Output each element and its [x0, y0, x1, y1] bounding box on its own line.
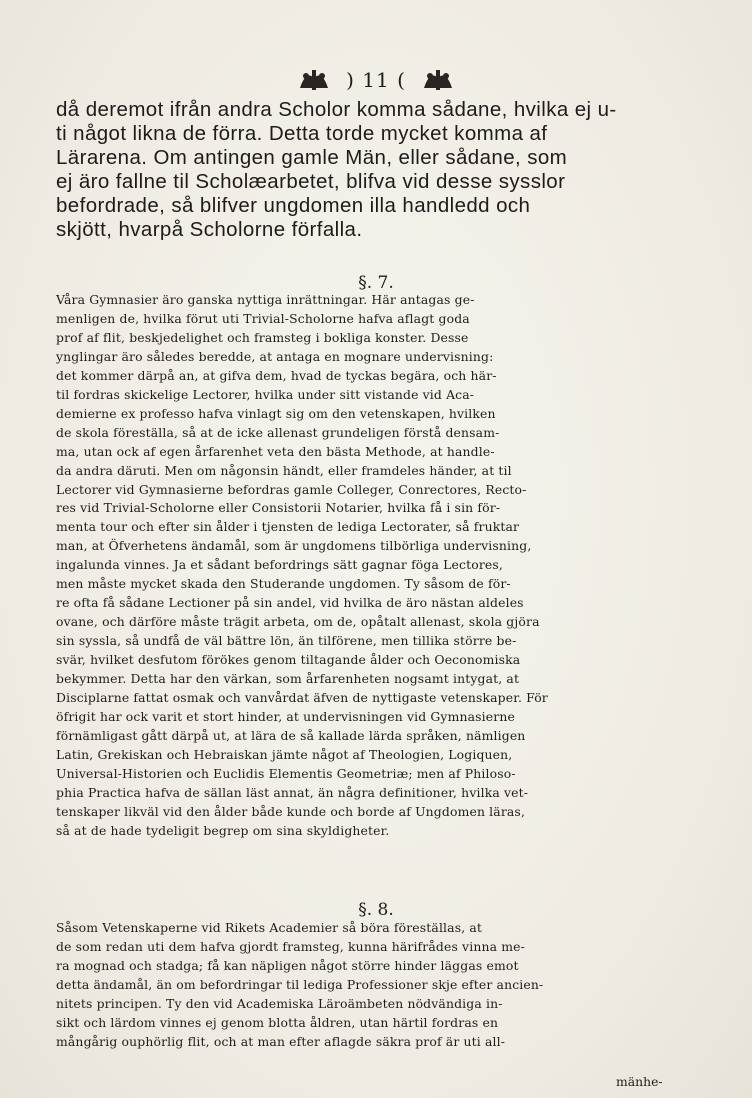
text-line: tenskaper likväl vid den ålder både kunde och borde af Ungdomen läras,: [56, 803, 526, 819]
text-line: sikt och lärdom vinnes ej genom blotta åldren, utan härtil fordras en: [56, 1014, 499, 1030]
text-line: Disciplarne fattat osmak och vanvårdat äfven de nyttigaste vetenskaper. För: [56, 690, 548, 706]
text-line: sin sysslа, så undfå de väl bättre lön, än tilförene, men tillika större be-: [56, 633, 517, 649]
text-line: da andra däruti. Men om någonsin händt, eller framdeles händer, at til: [56, 462, 512, 478]
intro-line: skjött, hvarpå Scholorne förfalla.: [56, 218, 363, 241]
text-line: bekymmer. Detta har den värkan, som årfarenheten nogsamt intygat, at: [56, 671, 520, 687]
text-line: Såsom Vetenskaperne vid Rikets Academier så böra föreställas, at: [56, 920, 483, 935]
intro-line: befordrade, så blifver ungdomen illa handledd och: [56, 194, 531, 217]
text-line: Universal-Historien och Euclidis Elementis Geometriæ; men af Philoso-: [56, 765, 516, 781]
catchword: mänhe-: [616, 1074, 663, 1089]
text-line: ovane, och därföre måste trägit arbeta, om de, opåtalt allenast, skola gjöra: [56, 614, 540, 630]
text-line: detta ändamål, än om befordringar til lediga Professioner skje efter ancien-: [56, 976, 544, 992]
text-line: ynglingar äro således beredde, at antaga en mognare undervisning:: [56, 348, 494, 364]
text-line: så at de hade tydeligit begrep om sina skyldigheter.: [56, 822, 390, 838]
text-line: de som redan uti dem hafva gjordt framsteg, kunna härifrådes vinna me-: [56, 938, 525, 954]
left-ornament-icon: [296, 68, 332, 92]
text-line: til fordras skickelige Lectorer, hvilka under sitt vistande vid Aca-: [56, 386, 475, 402]
text-line: Latin, Grekiskan och Hebraiskan jämte något af Theologien, Logiquen,: [56, 746, 513, 762]
text-line: res vid Trivial-Scholorne eller Consistorii Notarier, hvilka få i sin för-: [56, 500, 501, 516]
text-line: ra mognad och stadga; få kan näpligen något större hinder läggas emot: [56, 957, 519, 973]
text-line: det kommer därpå an, at gifva dem, hvad de tyckas begära, och här-: [56, 367, 497, 383]
text-line: nitets principen. Ty den vid Academiska Läroämbeten nödvändiga in-: [56, 995, 503, 1011]
section-8-paragraph: [56, 919, 720, 1052]
text-line: re ofta få sådane Lectioner på sin andel, vid hvilka de äro nästan aldeles: [56, 595, 524, 611]
intro-line: Lärarena. Om antingen gamle Män, eller sådane, som: [56, 146, 568, 169]
text-line: ingalunda vinnes. Ja et sådant befordrings sätt gagnar föga Lectores,: [56, 557, 503, 573]
text-line: menligen de, hvilka förut uti Trivial-Scholorne hafva aflagt goda: [56, 310, 470, 326]
intro-line: ej äro fallne til Scholæarbetet, blifva vid desse sysslor: [56, 170, 566, 193]
intro-line: ti något likna de förra. Detta torde mycket komma af: [56, 122, 548, 145]
text-line: svär, hvilket desfutom förökes genom tiltagande ålder och Oeconomiska: [56, 652, 521, 668]
text-line: de skola föreställa, så at de icke allenast grundeligen förstå densam-: [56, 424, 500, 440]
text-line: man, at Öfverhetens ändamål, som är ungdomens tilbörliga undervisning,: [56, 538, 532, 554]
text-line: mångårig ouphörlig flit, och at man efter aflagde säkra prof är uti all-: [56, 1033, 506, 1049]
text-line: prof af flit, beskjedelighet och framsteg i bokliga konster. Desse: [56, 329, 469, 345]
section-7-heading: §. 7.: [358, 273, 394, 293]
right-ornament-icon: [420, 68, 456, 92]
text-line: menta tour och efter sin ålder i tjensten de lediga Lectorater, så fruktar: [56, 519, 520, 535]
text-line: phia Practica hafva de sällan läst annat, än några definitioner, hvilka vet-: [56, 784, 529, 800]
page-number: ) 11 (: [346, 68, 406, 92]
text-line: förnämligast gått därpå ut, at lära de så kallade lärda språken, nämligen: [56, 727, 526, 743]
text-line: Lectorer vid Gymnasierne befordras gamle Colleger, Conrectores, Recto-: [56, 481, 527, 497]
text-line: men måste mycket skada den Studerande ungdomen. Ty såsom de för-: [56, 576, 511, 592]
section-8-heading: §. 8.: [358, 900, 394, 920]
intro-line: då deremot ifrån andra Scholor komma sådane, hvilka ej u-: [56, 98, 617, 121]
text-line: ma, utan ock af egen årfarenhet veta den bästa Methode, at handle-: [56, 443, 495, 459]
page-header: [0, 68, 752, 92]
intro-paragraph: [56, 98, 720, 242]
text-line: Våra Gymnasier äro ganska nyttiga inrättningar. Här antagas ge-: [56, 292, 475, 307]
section-7-paragraph: [56, 291, 720, 841]
text-line: öfrigit har ock varit et stort hinder, at undervisningen vid Gymnasierne: [56, 708, 515, 724]
text-line: demierne ex professo hafva vinlagt sig om den vetenskapen, hvilken: [56, 405, 496, 421]
